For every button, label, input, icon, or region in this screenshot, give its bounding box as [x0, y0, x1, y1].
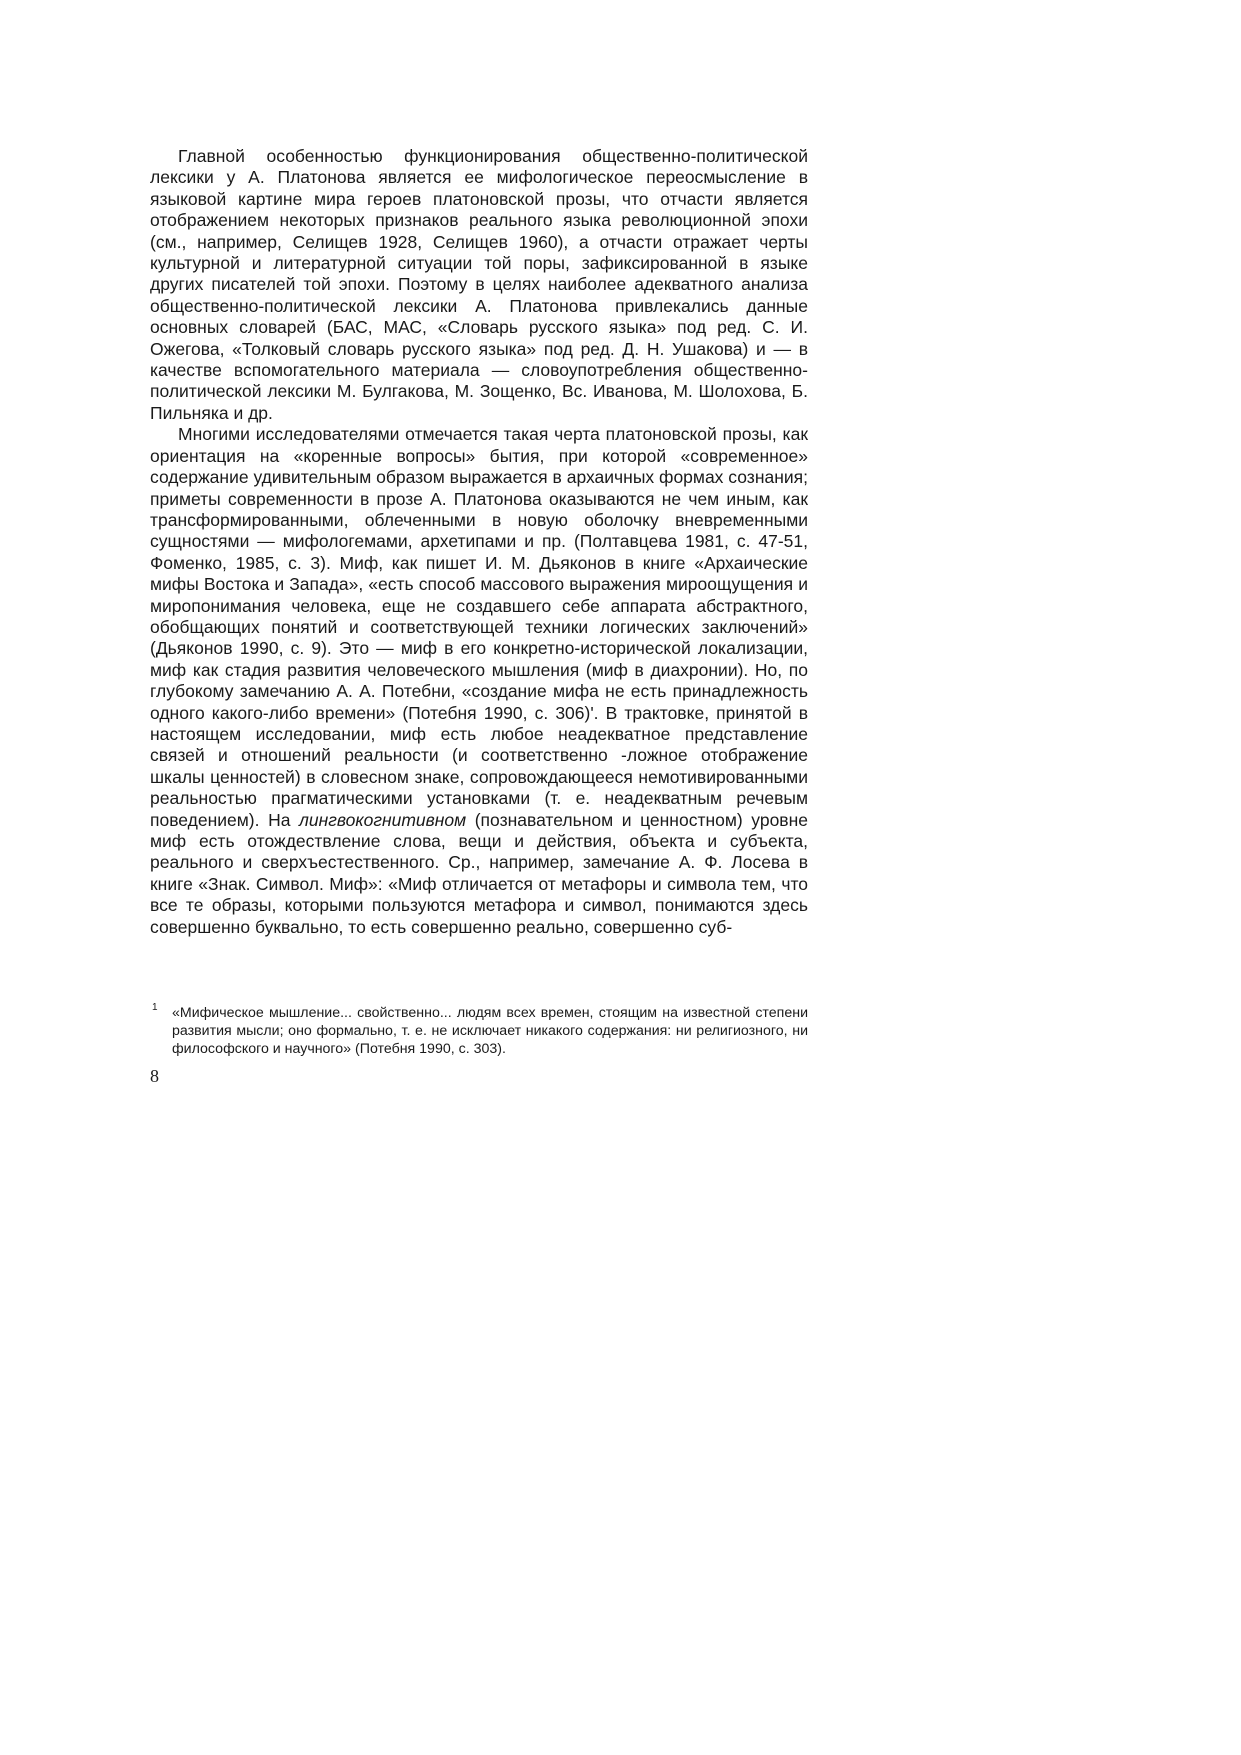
footnote-text: «Мифическое мышление... свойственно... людям всех времен, стоящим на известной степени развития мысли; оно формально, т. е. не исключает никакого содержания: ни религиозного, ни философского и научного» (Потебня 1990, с. 303).	[172, 1005, 808, 1057]
main-text	[150, 146, 808, 938]
paragraph-2-text-start: Многими исследователями отмечается такая черта платоновской прозы, как ориентация на «коренные вопросы» бытия, при которой «современное» содержание удивительным образом выражается в архаичных формах сознания; приметы современности в прозе А. Платонова оказываются не чем иным, как трансформированными, облеченными в новую оболочку вневременными сущностями — мифологемами, архетипами и пр. (Полтавцева 1981, с. 47-51, Фоменко, 1985, с. 3). Миф, как пишет И. М. Дьяконов в книге «Архаические мифы Востока и Запада», «есть способ массового выражения мироощущения и миропонимания человека, еще не создавшего себе аппарата абстрактного, обобщающих понятий и соответствующей техники логических заключений» (Дьяконов 1990, с. 9). Это — миф в его конкретно-исторической локализации, миф как стадия развития человеческого мышления (миф в диахронии). Но, по глубокому замечанию А. А. Потебни, «создание мифа не есть принадлежность одного какого-либо времени» (Потебня 1990, с. 306)'. В трактовке, принятой в настоящем исследовании, миф есть любое неадекватное представление связей и отношений реальности (и соответственно -ложное отображение шкалы ценностей) в словесном знаке, сопровождающееся немотивированными реальностью прагматическими установками (т. е. неадекватным речевым поведением). На	[150, 424, 808, 830]
paragraph-1: Главной особенностью функционирования общественно-политической лексики у А. Платонова является ее мифологическое переосмысление в языковой картине мира героев платоновской прозы, что отчасти является отображением некоторых признаков реального языка революционной эпохи (см., например, Селищев 1928, Селищев 1960), а отчасти отражает черты культурной и литературной ситуации той поры, зафиксированной в языке других писателей той эпохи. Поэтому в целях наиболее адекватного анализа общественно-политической лексики А. Платонова привлекались данные основных словарей (БАС, МАС, «Словарь русского языка» под ред. С. И. Ожегова, «Толковый словарь русского языка» под ред. Д. Н. Ушакова) и — в качестве вспомогательного материала — словоупотребления общественно-политической лексики М. Булгакова, М. Зощенко, Вс. Иванова, М. Шолохова, Б. Пильняка и др.	[150, 146, 808, 423]
footnote-paragraph	[150, 1004, 808, 1058]
footnote	[150, 1004, 808, 1058]
italic-term: лингвокогнитивном	[299, 809, 467, 830]
paragraph-2-text-end: (познавательном и ценностном) уровне миф есть отождествление слова, вещи и действия, объекта и субъекта, реального и сверхъестественного. Ср., например, замечание А. Ф. Лосева в книге «Знак. Символ. Миф»: «Миф отличается от метафоры и символа тем, что все те образы, которыми пользуются метафора и символ, понимаются здесь совершенно буквально, то есть совершенно реально, совершенно суб-	[150, 809, 809, 937]
footnote-marker: 1	[152, 1002, 158, 1013]
page-number: 8	[150, 1066, 159, 1086]
paragraph-2	[150, 424, 808, 938]
